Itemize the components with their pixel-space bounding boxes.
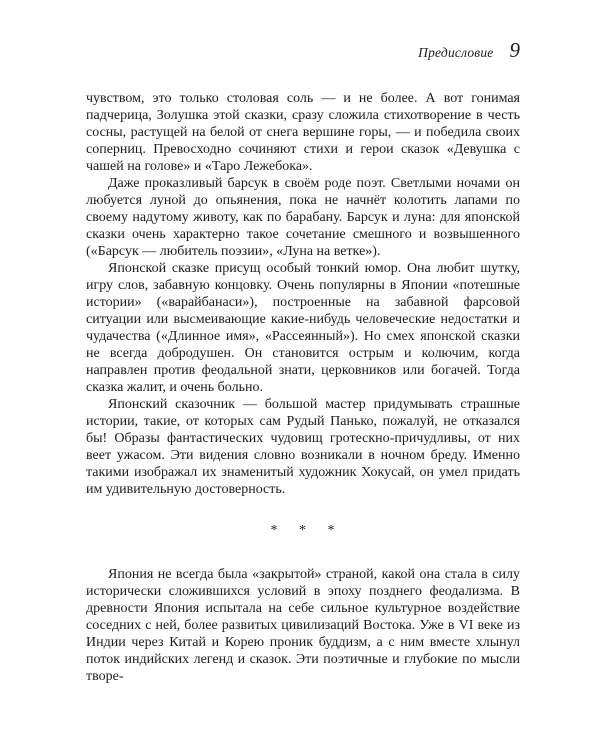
paragraph: Даже проказливый барсук в своём роде поэт. Светлыми ночами он любуется луной до опьянения, пока не начнёт колотить лапами по своему надутому животу, как по барабану. Барсук и луна: для японской сказки очень характерно такое сочетание смешного и возвышенного («Барсук — любитель поэзии», «Луна на ветке»). — [86, 176, 520, 259]
page-header — [86, 40, 520, 66]
section-separator: * * * — [270, 523, 336, 538]
paragraph: Япония не всегда была «закрытой» страной, какой она стала в силу исторически сложившихся условий в эпоху позднего феодализма. В древности Япония испытала на себе сильное культурное воздействие соседних с ней, более развитых цивилизаций Востока. Уже в VI веке из Индии через Китай и Корею проник буддизм, а с ним вместе хлынул поток индийских легенд и сказок. Эти поэтичные и глубокие по мысли творе- — [86, 567, 520, 684]
paragraph: Японской сказке присущ особый тонкий юмор. Она любит шутку, игру слов, забавную концовку. Очень популярны в Японии «потешные истории» («варайбанаси»), построенные на забавной фарсовой ситуации или высмеивающие какие-нибудь человеческие недостатки и чудачества («Длинное имя», «Рассеянный»). Но смех японской сказки не всегда добродушен. Он становится острым и колючим, когда направлен против феодальной знати, церковников или богачей. Тогда сказка жалит, и очень больно. — [86, 261, 520, 395]
page-number: 9 — [509, 38, 520, 62]
running-head-title: Предисловие — [418, 45, 494, 60]
paragraph-continuation: чувством, это только столовая соль — и не более. А вот гонимая падчерица, Золушка этой сказки, сразу сложила стихотворение в честь сосны, растущей на белой от снега вершине горы, — и победила своих соперниц. Превосходно сочиняют стихи и герои сказок «Девушка с чашей на голове» и «Таро Лежебока». — [86, 91, 520, 174]
text-block — [86, 90, 520, 685]
paragraph: Японский сказочник — большой мастер придумывать страшные истории, такие, от которых сам Рудый Панько, пожалуй, не отказался бы! Образы фантастических чудовищ гротескно-причудливы, от них веет ужасом. Эти видения словно возникали в ночном бреду. Именно такими изображал их знаменитый художник Хокусай, он умел придать им удивительную достоверность. — [86, 397, 520, 497]
